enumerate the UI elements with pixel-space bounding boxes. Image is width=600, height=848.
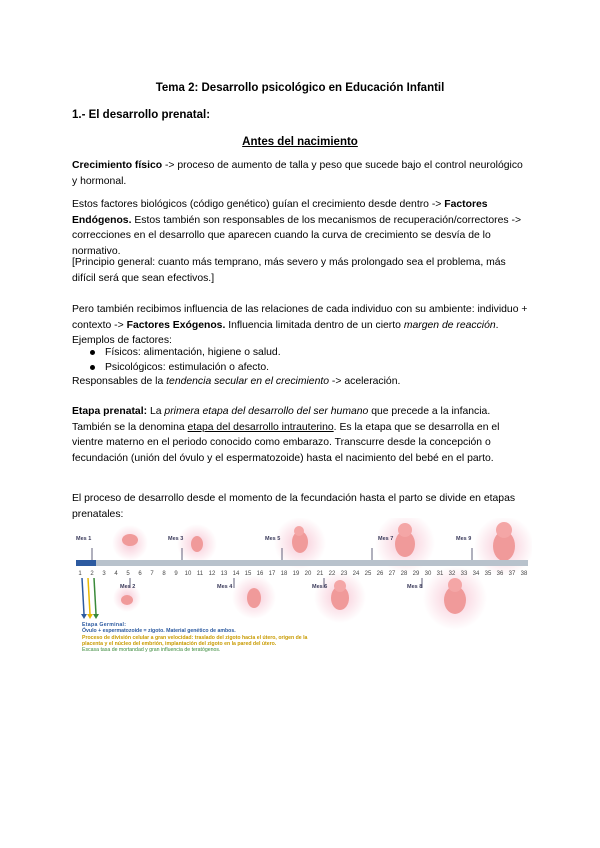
timeline-bar <box>76 560 528 566</box>
week-tick-label: 14 <box>232 571 240 577</box>
week-tick-label: 2 <box>90 571 94 577</box>
label-mes4: Mes 4 <box>217 584 233 590</box>
arrowhead-yellow-icon <box>87 614 93 619</box>
embryo-mes2-icon <box>121 595 133 605</box>
week-tick-label: 30 <box>424 571 432 577</box>
arrowhead-blue-icon <box>81 614 87 619</box>
paragraph-exogenos <box>72 302 528 349</box>
label-mes2: Mes 2 <box>120 584 136 590</box>
arrowhead-green-icon <box>93 614 99 619</box>
p3-c: . Ejemplos de factores: <box>72 319 499 347</box>
embryo-mes7-head <box>398 523 412 537</box>
paragraph-etapas: El proceso de desarrollo desde el momento de la fecundación hasta el parto se divide en etapas prenatales: <box>72 493 516 520</box>
week-tick-label: 16 <box>256 571 264 577</box>
embryo-mes6-head <box>334 580 346 592</box>
subsection-heading: Antes del nacimiento <box>242 136 358 148</box>
term-intrauterino: etapa del desarrollo intrauterino <box>187 421 334 433</box>
week-tick-label: 38 <box>520 571 528 577</box>
week-tick-label: 27 <box>388 571 396 577</box>
week-tick-label: 20 <box>304 571 312 577</box>
week-tick-label: 7 <box>150 571 154 577</box>
week-tick-label: 12 <box>208 571 216 577</box>
p4-italic: primera etapa del desarrollo del ser humano <box>164 406 369 417</box>
bullet-icon <box>90 350 95 355</box>
week-tick-label: 3 <box>102 571 106 577</box>
week-tick-label: 22 <box>328 571 336 577</box>
week-tick-label: 28 <box>400 571 408 577</box>
week-tick-label: 26 <box>376 571 384 577</box>
week-tick-label: 1 <box>78 571 82 577</box>
paragraph-etapa-prenatal <box>72 404 528 466</box>
term-tendencia: tendencia secular en el crecimiento <box>166 376 330 387</box>
p4-c: . Es la etapa que se desarrolla en el vientre materno en el periodo conocido como embarazo. Transcurre desde la concepción o fecundación (unión del óvulo y el espermatozoide) hasta el nacimiento del bebé en el parto. <box>72 421 500 464</box>
week-tick-label: 6 <box>138 571 142 577</box>
term-endogenos: Factores Endógenos. <box>72 199 488 226</box>
germinal-line-3: Escasa tasa de mortandad y gran influencia de teratógenos. <box>82 647 221 654</box>
prenatal-timeline-figure <box>72 518 532 678</box>
week-tick-label: 9 <box>174 571 178 577</box>
germinal-line-1: Óvulo + espermatozoide = zigoto. Material genético de ambos. <box>82 628 236 635</box>
p3-last-a: Responsables de la <box>72 376 167 387</box>
term-etapa-prenatal: Etapa prenatal: <box>72 406 148 417</box>
paragraph-principio: [Principio general: cuanto más temprano, más severo y más prolongado sea el problema, más difícil será que sean efectivos.] <box>72 257 506 284</box>
week-tick-label: 37 <box>508 571 516 577</box>
week-tick-label: 25 <box>364 571 372 577</box>
germinal-stage-box <box>82 622 322 653</box>
arrow-blue-icon <box>82 578 84 614</box>
p1-text: -> proceso de aumento de talla y peso que sucede bajo el control neurológico y hormonal. <box>72 160 523 187</box>
week-tick-label: 18 <box>280 571 288 577</box>
bullet-text: Físicos: alimentación, higiene o salud. <box>105 347 281 358</box>
week-tick-label: 31 <box>436 571 444 577</box>
label-mes9: Mes 9 <box>456 536 472 542</box>
paragraph-tendencia <box>72 374 528 390</box>
week-tick-label: 5 <box>126 571 130 577</box>
week-tick-label: 10 <box>184 571 192 577</box>
term-exogenos: Factores Exógenos. <box>126 319 226 331</box>
timeline-germinal-segment <box>76 560 96 566</box>
label-mes5: Mes 5 <box>265 536 281 542</box>
p3-a: Pero también recibimos influencia de las relaciones de cada individuo con su ambiente: individuo + contexto -> <box>72 304 528 331</box>
label-mes3: Mes 3 <box>168 536 184 542</box>
week-tick-label: 35 <box>484 571 492 577</box>
week-tick-label: 19 <box>292 571 300 577</box>
term-margen: margen de reacción <box>403 319 496 331</box>
bullet-text: Psicológicos: estimulación o afecto. <box>105 362 270 373</box>
p4-b: que precede a la infancia. También se la denomina <box>72 406 491 433</box>
p2-a: Estos factores biológicos (código genético) guían el crecimiento desde dentro -> <box>72 199 445 210</box>
week-tick-label: 21 <box>316 571 324 577</box>
germinal-title: Etapa Germinal: <box>82 622 127 628</box>
week-tick-label: 13 <box>220 571 228 577</box>
week-tick-label: 4 <box>114 571 118 577</box>
embryo-mes1-icon <box>122 534 138 546</box>
week-tick-label: 36 <box>496 571 504 577</box>
embryo-mes5-head <box>294 526 304 536</box>
bullet-icon <box>90 365 95 370</box>
week-tick-label: 29 <box>412 571 420 577</box>
embryo-mes4-icon <box>247 588 261 608</box>
week-tick-label: 11 <box>196 571 204 577</box>
week-ticks <box>78 571 528 577</box>
term-crecimiento: Crecimiento físico <box>72 160 163 171</box>
arrow-yellow-icon <box>88 578 90 614</box>
p2-b: Estos también son responsables de los mecanismos de recuperación/correctores -> correcciones en el desarrollo que aparecen cuando la curva de crecimiento se desvía de lo normativo. <box>72 214 522 257</box>
week-tick-label: 8 <box>162 571 166 577</box>
embryo-mes3-icon <box>191 536 203 552</box>
week-tick-label: 33 <box>460 571 468 577</box>
germinal-line-2: Proceso de división celular a gran velocidad: traslado del zigoto hacia el útero, origen de la placenta y el núcleo del embrión, implantación del zigoto en la pared del útero. <box>82 634 308 647</box>
p4-a: La <box>147 406 165 417</box>
p3-b: Influencia limitada dentro de un cierto <box>225 319 404 331</box>
paragraph-endogenos <box>72 197 528 259</box>
p3-last-b: -> aceleración. <box>329 376 401 387</box>
week-tick-label: 32 <box>448 571 456 577</box>
arrow-green-icon <box>94 578 96 614</box>
label-mes8: Mes 8 <box>407 584 423 590</box>
week-tick-label: 23 <box>340 571 348 577</box>
label-mes1: Mes 1 <box>76 536 92 542</box>
bullet-item <box>90 345 281 361</box>
embryo-mes9-head <box>496 522 512 538</box>
section-heading: 1.- El desarrollo prenatal: <box>72 109 211 121</box>
paragraph-crecimiento <box>72 158 528 189</box>
label-mes6: Mes 6 <box>312 584 328 590</box>
label-mes7: Mes 7 <box>378 536 394 542</box>
week-tick-label: 34 <box>472 571 480 577</box>
page-title: Tema 2: Desarrollo psicológico en Educación Infantil <box>155 82 445 94</box>
week-tick-label: 24 <box>352 571 360 577</box>
week-tick-label: 15 <box>244 571 252 577</box>
embryo-mes8-head <box>448 578 462 592</box>
week-tick-label: 17 <box>268 571 276 577</box>
